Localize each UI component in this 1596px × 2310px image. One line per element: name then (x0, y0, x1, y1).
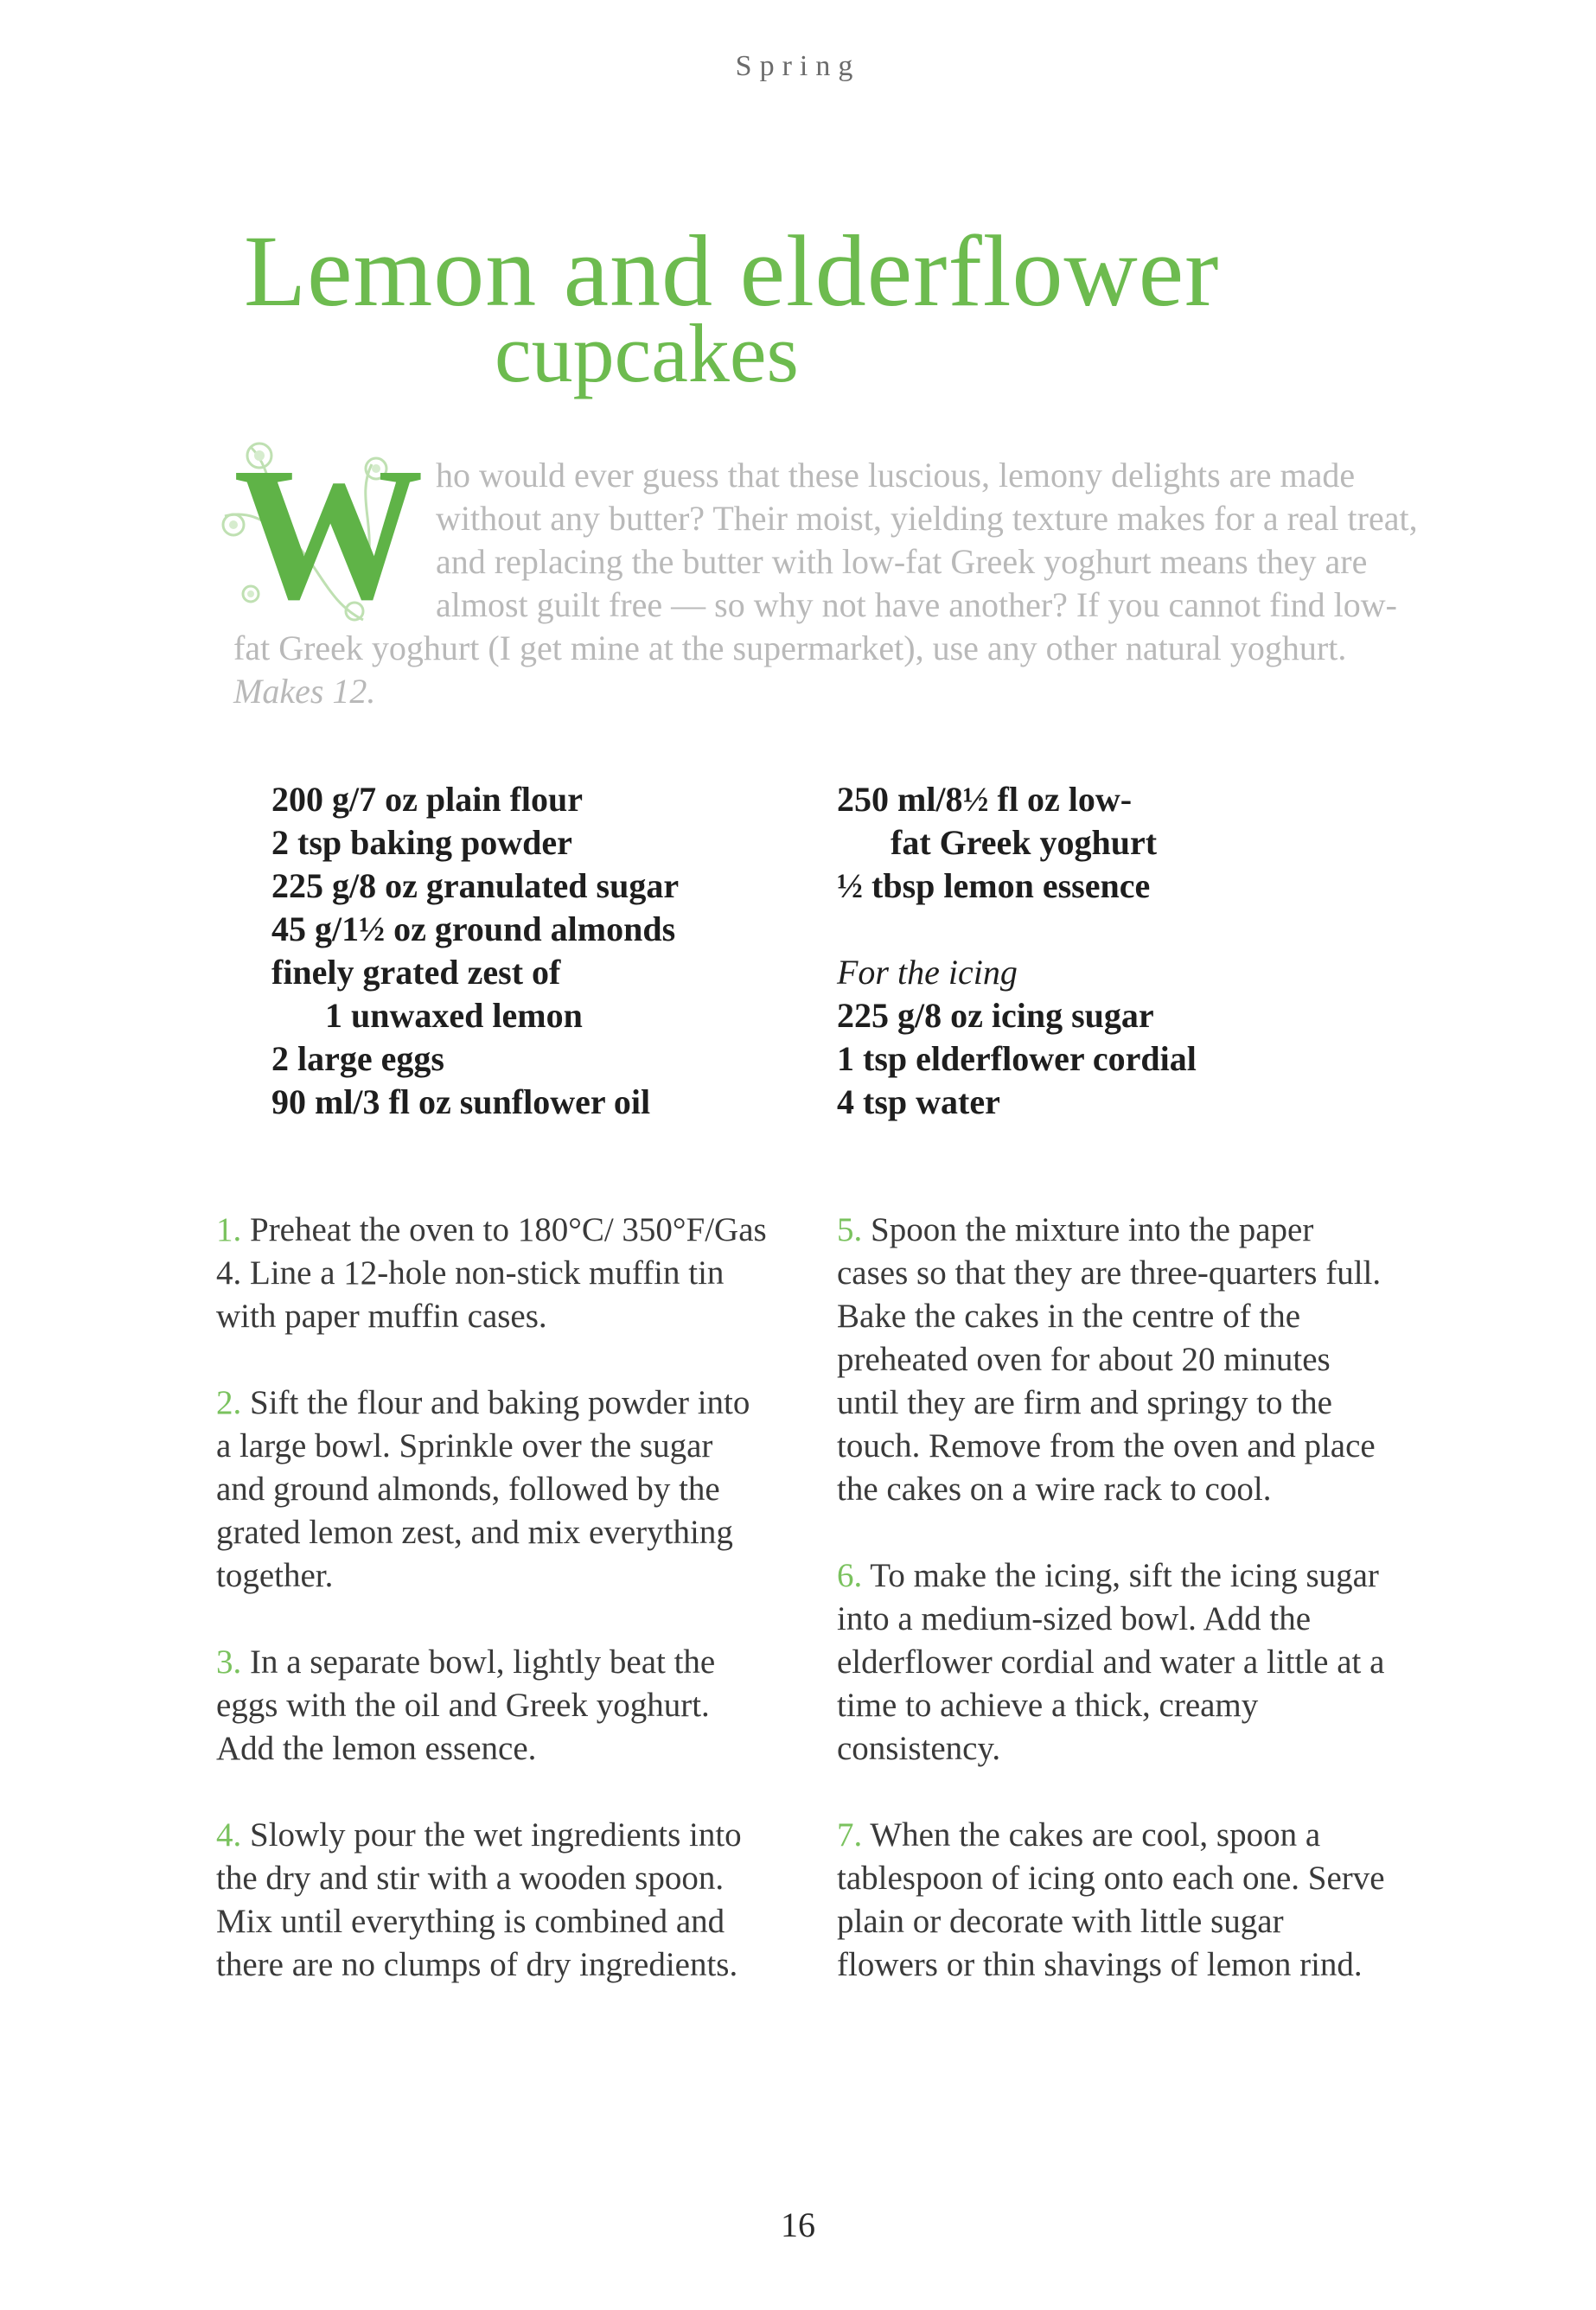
drop-cap: W (233, 447, 424, 620)
yield-text: Makes 12. (233, 672, 376, 711)
ingredient-item: 250 ml/8½ fl oz low- (837, 780, 1133, 819)
ingredient-item: 1 unwaxed lemon (325, 996, 583, 1035)
step-text: In a separate bowl, lightly beat the eggs with the oil and Greek yoghurt. Add the lemon essence. (216, 1643, 716, 1767)
step-number: 1. (216, 1211, 242, 1248)
step-number: 3. (216, 1643, 242, 1681)
section-header: Spring (735, 50, 861, 82)
step-text: When the cakes are cool, spoon a tablespoon of icing onto each one. Serve plain or decorate with little sugar flowers or thin shavings of lemon rind. (837, 1816, 1385, 1983)
recipe-title (244, 214, 1368, 399)
ingredient-item: 90 ml/3 fl oz sunflower oil (271, 1082, 651, 1121)
step-number: 4. (216, 1816, 242, 1854)
method-step (216, 1382, 769, 1598)
method-step (216, 1209, 769, 1338)
method-column-left (216, 1209, 769, 2030)
ingredients-column-right (837, 778, 1390, 1124)
title-line-2: cupcakes (495, 307, 799, 399)
step-text: To make the icing, sift the icing sugar into a medium-sized bowl. Add the elderflower cordial and water a little at a time to achieve a thick, creamy consistency. (837, 1557, 1385, 1767)
page-number: 16 (781, 2205, 815, 2244)
step-number: 2. (216, 1384, 242, 1421)
ingredient-item: 45 g/1½ oz ground almonds (271, 909, 676, 948)
step-text: Sift the flour and baking powder into a large bowl. Sprinkle over the sugar and ground almonds, followed by the grated lemon zest, and mix everything together. (216, 1384, 750, 1594)
step-number: 5. (837, 1211, 863, 1248)
method-step (837, 1814, 1390, 1987)
step-text: Preheat the oven to 180°C/ 350°F/Gas 4. Line a 12-hole non-stick muffin tin with paper muffin cases. (216, 1211, 767, 1335)
method-step (216, 1814, 769, 1987)
step-number: 7. (837, 1816, 863, 1854)
title-line-1: Lemon and elderflower (244, 214, 1220, 328)
ingredient-item: 1 tsp elderflower cordial (837, 1039, 1197, 1078)
method-step (837, 1209, 1390, 1511)
method-step (216, 1641, 769, 1771)
ingredients-column-left (271, 778, 825, 1124)
ingredient-item: 200 g/7 oz plain flour (271, 780, 584, 819)
step-text: Slowly pour the wet ingredients into the dry and stir with a wooden spoon. Mix until everything is combined and there are no clumps of dry ingredients. (216, 1816, 742, 1983)
ingredient-item: ½ tbsp lemon essence (837, 866, 1151, 905)
ingredient-item: 2 tsp baking powder (271, 823, 572, 862)
method-step (837, 1554, 1390, 1771)
method-column-right (837, 1209, 1390, 2030)
ingredient-item: 225 g/8 oz granulated sugar (271, 866, 680, 905)
icing-heading: For the icing (837, 953, 1018, 992)
ingredient-item: 2 large eggs (271, 1039, 444, 1078)
step-number: 6. (837, 1557, 863, 1594)
ingredient-item: finely grated zest of (271, 953, 561, 992)
ingredient-item: fat Greek yoghurt (891, 823, 1158, 862)
ingredient-item: 225 g/8 oz icing sugar (837, 996, 1154, 1035)
step-text: Spoon the mixture into the paper cases so that they are three-quarters full. Bake the cakes in the centre of the preheated oven for about 20 minutes until they are firm and springy to the touch. Remove from the oven and place the cakes on a wire rack to cool. (837, 1211, 1382, 1508)
intro-text: ho would ever guess that these luscious, lemony delights are made without any butter? Their moist, yielding texture makes for a real treat, and replacing the butter with low-fat Greek yoghurt means they are almost guilt free — so why not have another? If you cannot find low-fat Greek yoghurt (I get mine at the supermarket), use any other natural yoghurt. (233, 456, 1418, 667)
intro-paragraph (233, 428, 1418, 713)
ingredient-item: 4 tsp water (837, 1082, 1000, 1121)
